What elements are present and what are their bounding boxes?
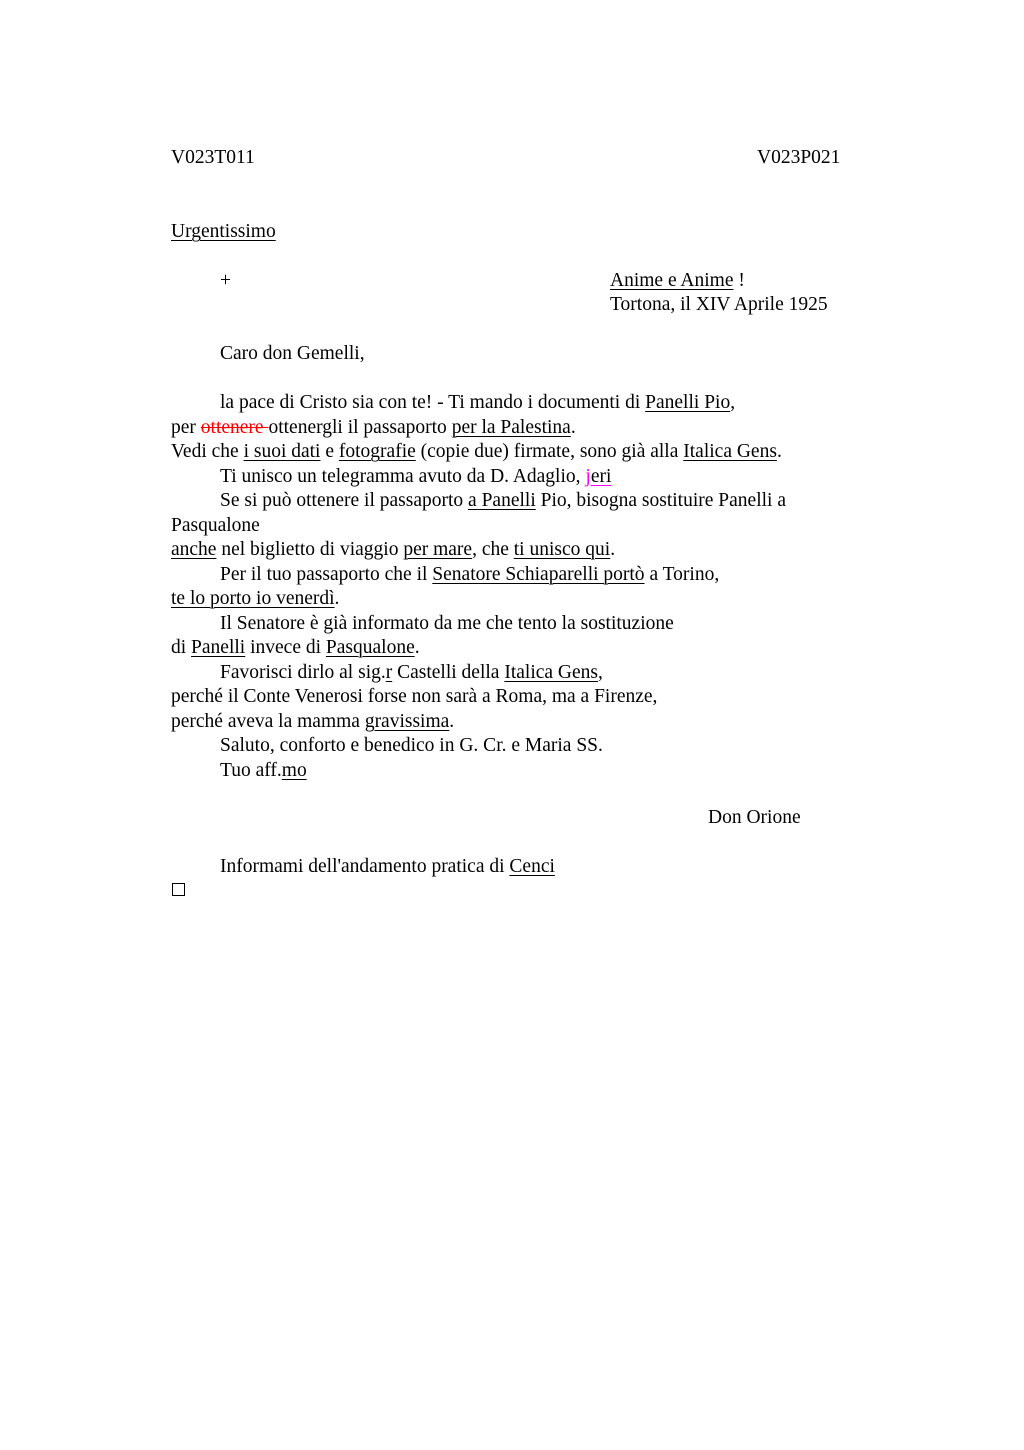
- underlined-run: a Panelli: [468, 490, 536, 511]
- text-run: nel biglietto di viaggio: [216, 539, 404, 560]
- signature: Don Orione: [708, 807, 801, 828]
- text-run: invece di: [245, 637, 326, 658]
- body-line-3: [171, 440, 871, 465]
- text-run: a Torino,: [644, 563, 720, 585]
- text-run: ottenergli il passaporto: [268, 416, 452, 438]
- text-run: ,: [598, 661, 603, 683]
- text-run: Informami dell'andamento pratica di: [220, 856, 510, 877]
- text-run: perché il Conte Venerosi forse non sarà a Roma, ma a Firenze,: [171, 686, 658, 707]
- underlined-run: r: [385, 661, 393, 683]
- text-run: .: [414, 637, 420, 658]
- text-run: .: [570, 416, 576, 438]
- body-line-2: [171, 416, 871, 441]
- text-run: di: [171, 637, 192, 658]
- underlined-run: i suoi dati: [243, 441, 321, 462]
- underlined-run: anche: [171, 539, 217, 560]
- text-run: perché aveva la mamma: [171, 710, 365, 732]
- text-run: .: [449, 710, 455, 732]
- motto-underlined: Anime e Anime: [610, 270, 734, 291]
- text-run: eri: [590, 465, 612, 487]
- text-run: Per il tuo passaporto che il: [220, 563, 433, 585]
- body-line-5: [171, 489, 871, 514]
- urgent-label: Urgentissimo: [171, 221, 276, 242]
- body-line-16: [171, 759, 871, 784]
- letter-body: [171, 391, 871, 783]
- body-line-4: [171, 465, 871, 490]
- deleted-word: ottenere: [200, 416, 269, 438]
- underlined-run: Panelli Pio: [645, 392, 731, 413]
- body-line-6: [171, 514, 871, 539]
- underlined-run: fotografie: [338, 441, 416, 462]
- text-run: Il Senatore è già informato da me che tento la sostituzione: [220, 612, 674, 634]
- underlined-run: te lo porto io venerdì: [171, 588, 335, 609]
- place-date: Tortona, il XIV Aprile 1925: [610, 294, 828, 315]
- motto: [610, 269, 745, 293]
- motto-trailing: !: [733, 270, 745, 291]
- body-line-10: [171, 612, 871, 637]
- editor-marked-word: [585, 466, 611, 487]
- body-line-8: [171, 563, 871, 588]
- body-line-13: [171, 685, 871, 710]
- text-run: , che: [472, 539, 514, 560]
- text-run: Saluto, conforto e benedico in G. Cr. e Maria SS.: [220, 735, 603, 756]
- body-line-14: [171, 710, 871, 735]
- left-code: V023T011: [171, 147, 255, 168]
- text-run: Tuo aff.: [220, 759, 282, 781]
- body-line-12: [171, 661, 871, 686]
- text-run: Pasqualone: [171, 514, 260, 536]
- text-run: e: [320, 441, 339, 462]
- underlined-run: Panelli: [191, 637, 246, 658]
- text-run: Vedi che: [171, 441, 244, 462]
- text-run: .: [334, 588, 340, 609]
- underlined-run: per la Palestina: [451, 416, 571, 438]
- end-square-icon: [172, 883, 185, 896]
- underlined-run: Cenci: [509, 856, 555, 877]
- editor-mark-letter: j: [585, 465, 591, 487]
- text-run: la pace di Cristo sia con te! - Ti mando i documenti di: [220, 392, 646, 413]
- underlined-run: ti unisco qui: [513, 539, 611, 560]
- text-run: Castelli della: [392, 661, 505, 683]
- text-run: Pio, bisogna sostituire Panelli a: [535, 490, 786, 511]
- text-run: .: [610, 539, 616, 560]
- body-line-11: [171, 636, 871, 661]
- underlined-run: mo: [281, 759, 307, 781]
- text-run: per: [171, 416, 201, 438]
- underlined-run: Italica Gens: [504, 661, 599, 683]
- underlined-run: Pasqualone: [325, 637, 415, 658]
- underlined-run: Senatore Schiaparelli portò: [432, 563, 645, 585]
- text-run: .: [776, 441, 782, 462]
- text-run: (copie due) firmate, sono già alla: [415, 441, 684, 462]
- salutation: Caro don Gemelli,: [220, 343, 365, 364]
- text-run: Favorisci dirlo al sig.: [220, 661, 386, 683]
- underlined-run: gravissima: [364, 710, 450, 732]
- postscript: [220, 855, 555, 879]
- text-run: Ti unisco un telegramma avuto da D. Adaglio,: [220, 465, 586, 487]
- right-code: V023P021: [757, 147, 841, 168]
- body-line-9: [171, 587, 871, 612]
- body-line-15: [171, 734, 871, 759]
- body-line-1: [171, 391, 871, 416]
- underlined-run: Italica Gens: [683, 441, 777, 462]
- text-run: Se si può ottenere il passaporto: [220, 490, 469, 511]
- text-run: ,: [730, 392, 736, 413]
- underlined-run: per mare: [403, 539, 473, 560]
- body-line-7: [171, 538, 871, 563]
- cross-mark: +: [220, 270, 231, 291]
